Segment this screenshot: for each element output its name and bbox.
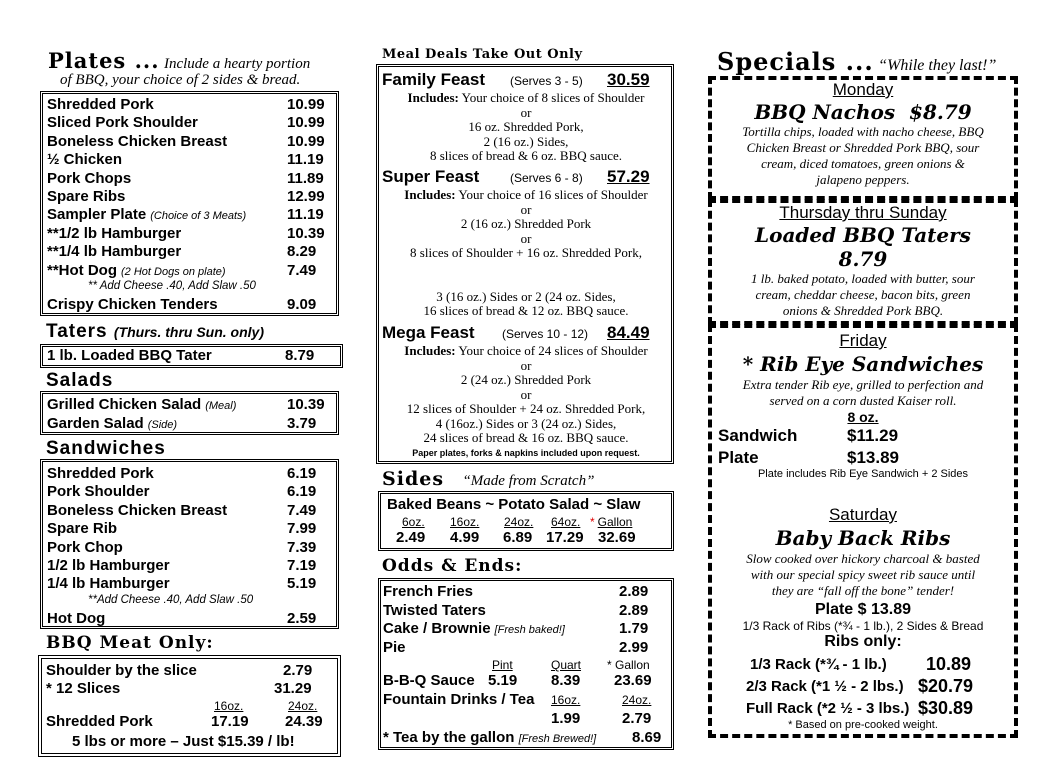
sandwich-item-price: 7.49 [287,501,317,519]
drinks-size-24: 24oz. [622,693,652,707]
taters-note: (Thurs. thru Sun. only) [113,324,265,340]
odds-item-name: Twisted Taters [383,601,486,619]
family-l4: 8 slices of bread & 6 oz. BBQ sauce. [429,148,623,163]
side-price: 6.89 [503,529,533,546]
plate-item-last: Crispy Chicken Tenders [47,296,218,313]
sandwich-item-price: 7.99 [287,520,317,538]
mega-l1: Your choice of 24 slices of Shoulder [458,343,648,358]
sandwich-item: Pork Chop [47,538,123,556]
sandwiches-heading: Sandwiches [46,438,166,459]
sandwich-item-price: 6.19 [287,483,317,501]
plate-item [47,170,131,187]
tea-label [383,729,596,746]
monday-title [712,100,1014,124]
sauce-gallon: 23.69 [614,672,652,689]
plate-item-price: 10.99 [287,114,325,132]
meat-shoulder-price: 2.79 [283,662,313,679]
plate-item [47,243,181,260]
monday-desc [712,124,1014,188]
plate-item-name: Pork Chops [47,169,132,187]
tea-price: 8.69 [632,729,662,746]
super-l5: 16 slices of bread & 12 oz. BBQ sauce. [423,303,629,318]
friday-plate-price: $13.89 [847,448,899,467]
plate-item-price: 12.99 [287,188,325,205]
rack-item: 2/3 Rack (*1 ½ - 2 lbs.) [746,678,904,695]
salad-item-price: 10.39 [287,396,325,413]
salad-item [47,415,177,432]
sides-heading [382,468,594,490]
sandwich-item-price: 5.19 [287,575,317,593]
friday-note: Plate includes Rib Eye Sandwich + 2 Sides [757,468,969,480]
family-or: or [520,104,532,120]
super-price: 57.29 [607,167,650,186]
monday-price: $8.79 [909,100,972,124]
salad-item-price: 3.79 [287,414,317,432]
side-price: 2.49 [396,529,426,546]
mega-l3: 12 slices of Shoulder + 24 oz. Shredded Pork, [406,401,646,416]
plate-item-name: **Hot Dog [47,261,117,279]
plate-item-last-price: 9.09 [287,296,317,313]
plate-item-name: **1/4 lb Hamburger [47,243,182,261]
specials-title: Specials ... [717,47,874,76]
thursday-desc [712,271,1014,319]
plate-item-price: 10.39 [287,224,325,242]
side-size: 6oz. [402,515,425,529]
family-l2: 16 oz. Shredded Pork, [468,119,584,134]
plates-subtitle-2: of BBQ, your choice of 2 sides & bread. [60,72,301,88]
mega-l5: 24 slices of bread & 16 oz. BBQ sauce. [423,430,629,445]
monday-day: Monday [832,80,894,99]
sauce-label: B-B-Q Sauce [383,672,475,689]
odds-item [383,583,473,600]
plate-item-price: 10.99 [287,132,325,150]
friday-sandwich-price: $11.29 [847,426,899,445]
salad-item-note: (Meal) [205,400,237,412]
side-gallon-label: Gallon [597,515,633,529]
friday-plate: Plate [718,448,759,467]
sauce-quart: 8.39 [551,672,581,689]
side-size: 64oz. [551,515,581,529]
specials-tagline: “While they last!” [878,57,997,74]
meat-bulk: 5 lbs or more – Just $15.39 / lb! [72,733,295,750]
odds-gallon: * Gallon [607,658,650,672]
rack-price: $30.89 [918,698,974,718]
sides-items: Baked Beans ~ Potato Salad ~ Slaw [387,496,641,513]
gallon-asterisk: * [590,515,595,529]
taters-item: 1 lb. Loaded BBQ Tater [47,347,212,364]
saturday-ribs-only: Ribs only: [824,633,902,650]
plate-item-note: (2 Hot Dogs on plate) [121,265,226,278]
saturday-special [712,505,1014,651]
super-title: Super Feast [382,167,480,186]
sandwich-item-price: 7.19 [287,557,317,574]
saturday-desc-1: Slow cooked over hickory charcoal & basted [746,551,980,566]
odds-item-price: 2.89 [619,601,649,619]
mega-includes: Includes: [404,343,456,358]
salad-item-note: (Side) [147,418,178,431]
taters-price: 8.79 [285,347,315,364]
odds-item [383,639,406,656]
family-l3: 2 (16 oz.) Sides, [483,133,569,149]
plate-item [47,188,125,205]
plate-item [47,133,227,150]
sandwich-item: Shredded Pork [47,465,154,482]
drinks-size-16: 16oz. [551,693,581,707]
sandwich-item: 1/2 lb Hamburger [47,557,170,574]
thursday-desc-3: onions & Shredded Pork BBQ. [782,303,944,318]
friday-sandwich: Sandwich [718,426,798,445]
plate-item-name: ½ Chicken [47,151,123,169]
sandwich-item-price: 7.39 [287,538,317,556]
plate-item-price: 7.49 [287,261,317,279]
plate-item-name: Spare Ribs [47,188,126,205]
monday-desc-4: jalapeno peppers. [816,172,910,187]
drinks-price-16: 1.99 [551,710,581,727]
salad-item [47,396,236,413]
thursday-price: 8.79 [838,247,888,271]
odds-item-name: French Fries [383,583,474,600]
tea-note: [Fresh Brewed!] [518,733,597,745]
odds-item-note: [Fresh baked!] [494,624,565,637]
plate-item [47,225,181,242]
plate-item [47,96,154,113]
friday-desc [712,377,1014,409]
mega-or-2: or [520,386,532,402]
rack-item: Full Rack (*2 ½ - 3 lbs.) [746,700,910,717]
saturday-day: Saturday [828,505,898,524]
plate-item-price: 11.89 [287,169,324,187]
mega-or-1: or [520,357,532,373]
mega-title: Mega Feast [382,323,475,342]
side-size: 24oz. [504,515,534,529]
plate-item-price: 11.19 [287,206,324,224]
friday-title: * Rib Eye Sandwiches [742,352,984,376]
tea-name: * Tea by the gallon [383,729,515,746]
saturday-footnote: * Based on pre-cooked weight. [788,719,938,731]
plates-addon: ** Add Cheese .40, Add Slaw .50 [88,280,256,292]
super-desc [379,188,673,319]
meat-shredded-24: 24.39 [285,713,323,730]
plate-item-price: 11.19 [287,151,324,169]
mega-serves: (Serves 10 - 12) [502,327,589,341]
odds-item [383,620,565,637]
family-price: 30.59 [607,70,650,89]
meat-shoulder: Shoulder by the slice [46,662,197,679]
saturday-desc-3: they are “fall off the bone” tender! [771,583,955,598]
odds-item-name: Pie [383,638,406,656]
deals-heading: Meal Deals Take Out Only [382,47,583,62]
rack-item: 1/3 Rack (*¾ - 1 lb.) [750,656,887,673]
sandwich-item-last: Hot Dog [47,610,106,627]
sandwich-item: Spare Rib [47,520,118,538]
plate-item [47,114,198,131]
side-size: 16oz. [450,515,480,529]
plate-item-note: (Choice of 3 Meats) [150,210,247,223]
super-or-1: or [520,201,532,217]
rack-price: $20.79 [918,676,974,696]
mega-price: 84.49 [607,323,650,342]
meat-shredded-16: 17.19 [211,713,249,730]
plates-title: Plates ... [48,48,160,73]
odds-quart: Quart [551,658,582,672]
super-l2: 2 (16 oz.) Shredded Pork [460,216,592,231]
super-or-2: or [520,230,532,246]
salad-item-name: Garden Salad [47,414,144,432]
plate-item-name: **1/2 lb Hamburger [47,224,182,242]
specials-heading [717,47,996,76]
mega-l2: 2 (24 oz.) Shredded Pork [460,372,592,387]
meat-slices: * 12 Slices [46,680,121,697]
plate-item-price: 8.29 [287,243,317,261]
family-includes: Includes: [407,90,459,105]
super-l3: 8 slices of Shoulder + 16 oz. Shredded Pork, [410,245,642,260]
family-title: Family Feast [382,70,485,89]
family-serves: (Serves 3 - 5) [510,74,583,88]
friday-desc-1: Extra tender Rib eye, grilled to perfection and [742,377,984,392]
sandwich-item: Boneless Chicken Breast [47,501,228,519]
meat-size-24: 24oz. [288,699,318,713]
friday-special [712,331,1014,425]
plate-item-name: Shredded Pork [47,96,154,113]
super-l4: 3 (16 oz.) Sides or 2 (24 oz. Sides, [436,288,616,304]
sides-tagline: “Made from Scratch” [462,473,595,489]
super-serves: (Serves 6 - 8) [510,171,583,185]
plate-item-price: 10.99 [287,96,325,113]
odds-item-name: Cake / Brownie [383,620,491,638]
plate-item-name: Sliced Pork Shoulder [47,114,198,132]
monday-special [712,80,1014,188]
side-price: 17.29 [546,529,584,546]
family-l1: Your choice of 8 slices of Shoulder [461,90,645,105]
thursday-special [712,203,1014,319]
friday-desc-2: served on a corn dusted Kaiser roll. [769,393,957,408]
plate-item [47,151,122,168]
sandwich-item: Pork Shoulder [47,483,150,501]
mega-desc [379,344,673,446]
monday-dish: BBQ Nachos [754,100,896,124]
meat-shredded: Shredded Pork [46,713,153,730]
rack-price: 10.89 [926,654,972,674]
drinks-label: Fountain Drinks / Tea [383,691,535,708]
monday-desc-1: Tortilla chips, loaded with nacho cheese, BBQ [742,124,984,139]
monday-desc-2: Chicken Breast or Shredded Pork BBQ, sour [746,140,980,155]
odds-heading: Odds & Ends: [382,556,523,576]
taters-heading [46,321,264,343]
meat-heading: BBQ Meat Only: [46,633,214,653]
super-l1: Your choice of 16 slices of Shoulder [458,187,648,202]
taters-title: Taters [46,321,108,342]
saturday-desc [712,551,1014,599]
mega-l4: 4 (16oz.) Sides or 3 (24 oz.) Sides, [435,415,617,431]
plate-item [47,262,226,279]
odds-item-price: 2.99 [619,638,649,656]
saturday-plate-note: 1/3 Rack of Ribs (*¾ - 1 lb.), 2 Sides & Bread [742,619,984,633]
plate-item [47,206,246,223]
plate-item-name: Boneless Chicken Breast [47,132,228,150]
side-price: 32.69 [598,529,636,546]
drinks-price-24: 2.79 [622,710,652,727]
sides-title: Sides [382,468,445,490]
saturday-plate: Plate $ 13.89 [814,601,912,618]
monday-desc-3: cream, diced tomatoes, green onions & [761,156,965,171]
odds-item-price: 2.89 [619,583,649,600]
family-line-1 [379,91,673,106]
odds-item [383,602,486,619]
odds-pint: Pint [492,658,513,672]
friday-day: Friday [839,331,887,350]
deals-footnote: Paper plates, forks & napkins included upon request. [412,448,640,458]
plates-heading [48,48,310,73]
sauce-pint: 5.19 [488,672,518,689]
meat-size-16: 16oz. [214,699,244,713]
sandwiches-addon: **Add Cheese .40, Add Slaw .50 [88,594,254,606]
thursday-title: Loaded BBQ Taters [755,223,971,247]
sandwich-item: 1/4 lb Hamburger [47,575,170,593]
plate-item-name: Sampler Plate [47,206,147,224]
thursday-desc-1: 1 lb. baked potato, loaded with butter, sour [751,271,975,286]
friday-size: 8 oz. [847,409,879,425]
side-size-gallon [590,515,632,529]
saturday-desc-2: with our special spicy sweet rib sauce until [750,567,976,582]
sandwich-item-last-price: 2.59 [287,610,317,627]
thursday-desc-2: cream, cheddar cheese, bacon bits, green [755,287,971,302]
meat-slices-price: 31.29 [274,680,312,697]
super-includes: Includes: [404,187,456,202]
plates-subtitle: Include a hearty portion [163,56,311,72]
side-price: 4.99 [450,529,480,546]
salad-item-name: Grilled Chicken Salad [47,396,202,413]
odds-item-price: 1.79 [619,620,649,638]
thursday-day: Thursday thru Sunday [779,203,947,222]
saturday-title: Baby Back Ribs [775,526,951,550]
salads-heading: Salads [46,370,114,391]
sandwich-item-price: 6.19 [287,465,317,482]
family-desc [379,91,673,164]
